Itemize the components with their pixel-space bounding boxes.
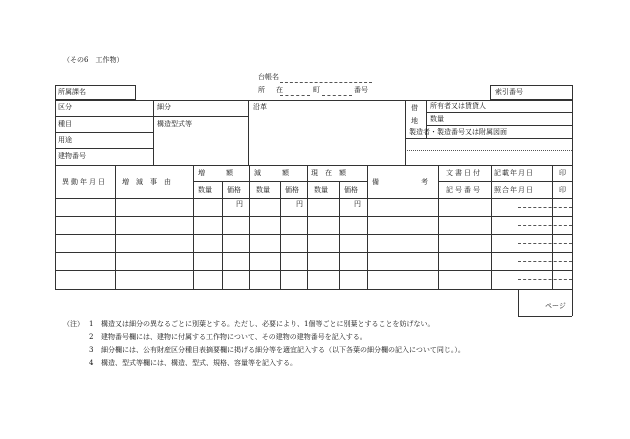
- dec-qty: 数量: [256, 186, 270, 194]
- owner-label: 所有者又は賃貸人: [430, 102, 486, 110]
- col-increase: 増 額: [198, 169, 233, 177]
- note-1-num: 1: [89, 320, 94, 328]
- bangou-label: 建物番号: [58, 152, 86, 160]
- town-label: 町: [313, 86, 320, 94]
- kubun-label: 区分: [58, 103, 72, 111]
- cur-price: 価格: [344, 186, 358, 194]
- lot-number-label: 番号: [354, 86, 368, 94]
- col-doc-date: 文書日付: [446, 169, 482, 177]
- note-3-text: 細分欄には、公有財産区分種目表摘要欄に掲げる細分等を適宜記入する（以下各葉の細分欄の記入について同じ。）。: [101, 346, 465, 354]
- note-2-text: 建物番号欄には、建物に付属する工作物について、その建物の建物番号を記入する。: [101, 333, 367, 341]
- shakuchi-label-1: 借: [411, 104, 418, 112]
- location-line-2: [322, 95, 352, 96]
- shumoku-label: 種目: [58, 120, 72, 128]
- page-label: ページ: [545, 302, 566, 310]
- cur-yen-unit: 円: [354, 200, 361, 208]
- col-current: 現 在 額: [311, 169, 346, 177]
- yoto-label: 用途: [58, 136, 72, 144]
- col-verify-date: 照合年月日: [494, 186, 534, 194]
- col-seal-2: 印: [559, 186, 566, 194]
- inc-yen-unit: 円: [236, 200, 243, 208]
- form-heading: （その6 工作物）: [63, 56, 124, 64]
- col-reason: 増 減 事 由: [122, 178, 171, 186]
- col-seal-1: 印: [559, 169, 566, 177]
- col-decrease: 減 額: [254, 169, 289, 177]
- notes-prefix: （注）: [63, 320, 84, 328]
- col-record-date: 記載年月日: [494, 169, 534, 177]
- shakuchi-label-2: 地: [411, 117, 418, 125]
- col-remarks: 備 考: [372, 178, 428, 186]
- dec-yen-unit: 円: [296, 200, 303, 208]
- inc-price: 価格: [227, 186, 241, 194]
- note-4-num: 4: [89, 359, 94, 367]
- location-line-1: [280, 95, 310, 96]
- dept-label: 所属課名: [58, 88, 86, 96]
- col-doc-number: 記号番号: [446, 186, 482, 194]
- note-1-text: 構造又は細分の異なるごとに別葉とする。ただし、必要により、1個等ごとに別葉とすることを妨げない。: [101, 320, 435, 328]
- location-label: 所 在: [258, 86, 285, 94]
- col-change-date: 異動年月日: [62, 178, 107, 186]
- inc-qty: 数量: [198, 186, 212, 194]
- dec-price: 価格: [285, 186, 299, 194]
- note-4-text: 構造、型式等欄には、構造、型式、規格、容量等を記入する。: [101, 359, 297, 367]
- index-label: 索引番号: [495, 88, 523, 96]
- cur-qty: 数量: [314, 186, 328, 194]
- enkaku-label: 沿革: [253, 103, 267, 111]
- saibun-label: 細分: [157, 103, 171, 111]
- maker-label: 製造者・製造番号又は附属図面: [409, 128, 507, 136]
- note-3-num: 3: [89, 346, 94, 354]
- note-2-num: 2: [89, 333, 94, 341]
- daicho-name-line: [280, 82, 372, 83]
- daicho-label: 台帳名: [258, 73, 279, 81]
- quantity-label: 数量: [430, 115, 444, 123]
- kozo-label: 構造型式等: [157, 120, 192, 128]
